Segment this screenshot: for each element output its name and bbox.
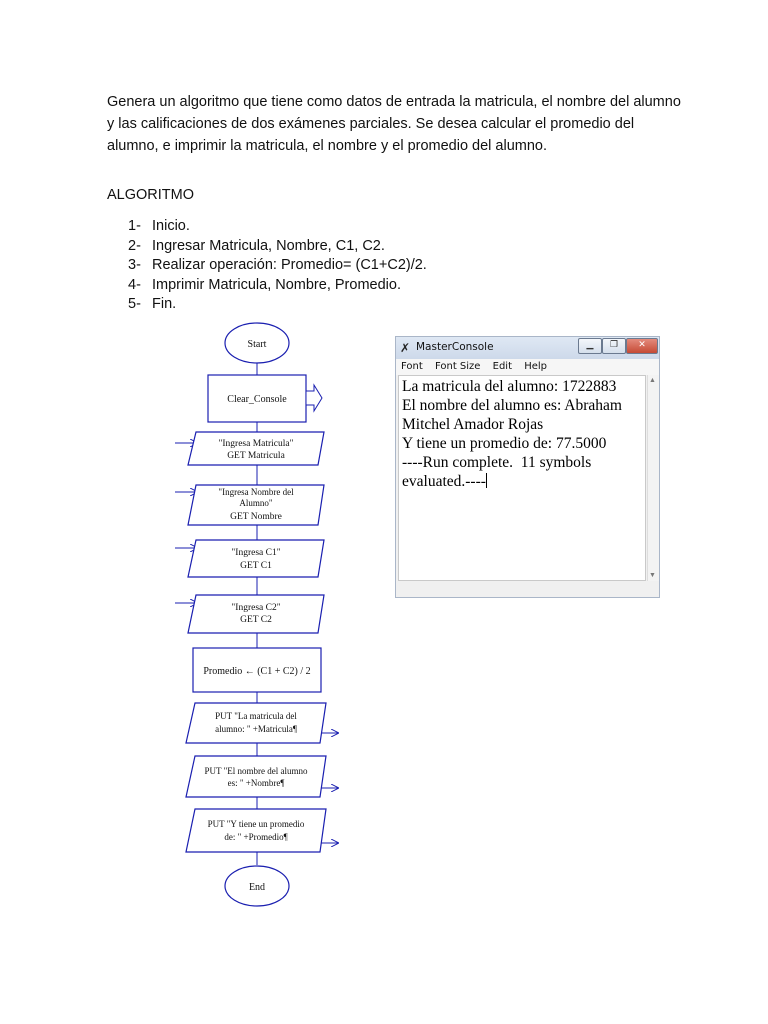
text-cursor xyxy=(486,473,487,488)
output-matricula-line2: alumno: " +Matricula¶ xyxy=(215,724,297,734)
step-number: 2- xyxy=(128,237,141,254)
input-nombre xyxy=(188,485,324,525)
assign-promedio-label: Promedio ← (C1 + C2) / 2 xyxy=(203,666,311,677)
end-terminal xyxy=(225,866,289,906)
menu-font-size[interactable]: Font Size xyxy=(434,361,481,372)
input-nombre-prompt-cont: Alumno" xyxy=(239,498,273,508)
step-number: 4- xyxy=(128,276,141,293)
output-matricula xyxy=(186,703,326,743)
output-nombre-line2: es: " +Nombre¶ xyxy=(227,778,285,788)
menu-help[interactable]: Help xyxy=(524,361,548,372)
step-text: Realizar operación: Promedio= (C1+C2)/2. xyxy=(152,257,427,273)
scroll-up-icon[interactable]: ▲ xyxy=(649,377,656,384)
start-terminal xyxy=(225,323,289,363)
step-text: Ingresar Matricula, Nombre, C1, C2. xyxy=(152,237,385,254)
input-nombre-prompt: "Ingresa Nombre del xyxy=(218,487,294,497)
step-item xyxy=(128,237,427,257)
close-button[interactable]: ✕ xyxy=(626,338,658,354)
console-titlebar[interactable] xyxy=(396,337,659,359)
output-promedio-line1: PUT "Y tiene un promedio xyxy=(207,819,305,829)
maximize-button[interactable]: ❐ xyxy=(602,338,626,354)
algorithm-steps xyxy=(128,217,427,315)
step-text: Inicio. xyxy=(152,218,190,234)
input-nombre-get: GET Nombre xyxy=(230,512,282,522)
step-item xyxy=(128,295,427,315)
end-label: End xyxy=(248,882,266,893)
step-item xyxy=(128,256,427,276)
app-logo-icon: ✗ xyxy=(400,341,411,355)
flowchart xyxy=(170,315,345,907)
input-matricula xyxy=(188,432,324,465)
input-c1-prompt: "Ingresa C1" xyxy=(231,548,281,558)
algorithm-heading: ALGORITMO xyxy=(107,187,195,203)
console-menubar xyxy=(396,359,659,375)
input-matricula-get: GET Matricula xyxy=(227,451,285,461)
start-label: Start xyxy=(247,339,267,350)
vertical-scrollbar[interactable] xyxy=(647,375,659,581)
output-promedio xyxy=(186,809,326,852)
step-number: 1- xyxy=(128,218,141,234)
clear-console-call xyxy=(208,375,322,422)
step-number: 3- xyxy=(128,257,141,273)
input-c2 xyxy=(188,595,324,633)
menu-font[interactable]: Font xyxy=(401,361,423,372)
output-nombre xyxy=(186,756,326,797)
input-c1-get: GET C1 xyxy=(240,561,272,571)
assign-promedio xyxy=(193,648,321,692)
menu-edit[interactable]: Edit xyxy=(492,361,513,372)
output-nombre-line1: PUT "El nombre del alumno xyxy=(204,766,308,776)
step-text: Imprimir Matricula, Nombre, Promedio. xyxy=(152,276,401,293)
console-output-text: La matricula del alumno: 1722883 El nombre del alumno es: Abraham Mitchel Amador Rojas Y tiene un promedio de: 77.5000 ----Run complete. 11 symbols evaluated.---- xyxy=(402,378,622,490)
step-item xyxy=(128,276,427,296)
input-c2-get: GET C2 xyxy=(240,615,272,625)
input-c2-prompt: "Ingresa C2" xyxy=(231,603,281,613)
minimize-button[interactable]: ▁ xyxy=(578,338,602,354)
output-matricula-line1: PUT "La matricula del xyxy=(215,711,297,721)
console-title: MasterConsole xyxy=(416,341,494,353)
step-text: Fin. xyxy=(152,296,177,312)
output-promedio-line2: de: " +Promedio¶ xyxy=(224,832,288,842)
clear-console-label: Clear_Console xyxy=(227,394,287,405)
master-console-window xyxy=(395,336,660,598)
step-item xyxy=(128,217,427,237)
console-output[interactable] xyxy=(398,375,646,581)
step-number: 5- xyxy=(128,296,141,312)
input-matricula-prompt: "Ingresa Matricula" xyxy=(218,439,294,449)
input-c1 xyxy=(188,540,324,577)
scroll-down-icon[interactable]: ▼ xyxy=(649,572,656,579)
problem-statement: Genera un algoritmo que tiene como datos de entrada la matricula, el nombre del alumno y las calificaciones de dos exámenes parciales. Se desea calcular el promedio del alumno, e imprimir la matricula, el nombre y el promedio del alumno. xyxy=(107,94,681,154)
